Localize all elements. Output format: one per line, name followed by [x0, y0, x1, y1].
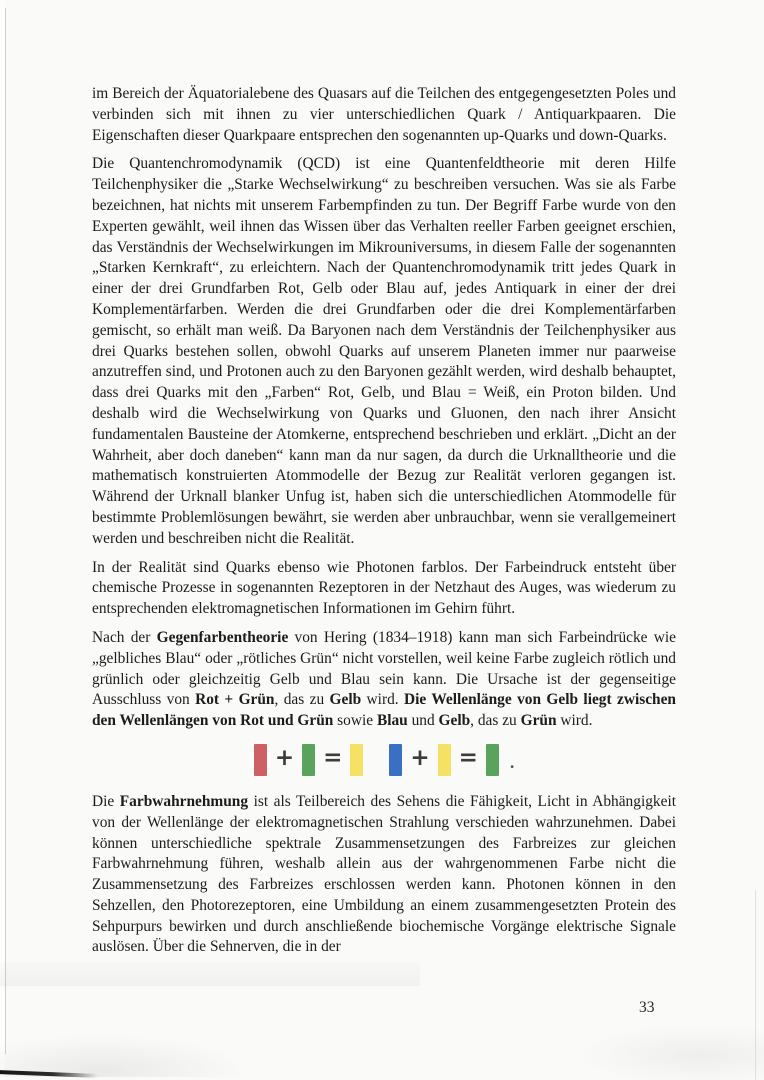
page-number: 33	[639, 999, 655, 1016]
paragraph	[92, 558, 676, 620]
paragraph	[92, 154, 676, 549]
blue-color-bar	[389, 744, 402, 776]
paragraph	[92, 792, 676, 958]
text-run: , das zu	[470, 712, 521, 730]
text-run: , das zu	[274, 691, 330, 709]
bold-text-run: Die Wellenlänge von Gelb liegt zwischen den Wellenlängen von Rot und Grün	[92, 691, 676, 730]
text-run: im Bereich der Äquatorialebene des Quasars auf die Teilchen des entgegengesetzten Poles und verbinden sich mit ihnen zu vier unterschiedlichen Quark / Antiquarkpaaren. Die Eigenschaften dieser Quarkpaare entsprechen den sogenannten up-Quarks und down-Quarks.	[92, 85, 676, 144]
color-mixing-equation	[92, 744, 676, 778]
text-run: und	[407, 712, 439, 730]
text-block	[92, 84, 676, 966]
text-run: In der Realität sind Quarks ebenso wie Photonen farblos. Der Farbeindruck entsteht über chemische Prozesse in sogenannten Rezeptoren in der Netzhaut des Auges, was wiederum zu entsprechenden elektromagnetischen Informationen im Gehirn führt.	[92, 558, 676, 618]
plus-operator: +	[410, 745, 430, 771]
bold-text-run: Blau	[376, 712, 408, 730]
text-run: Nach der	[92, 628, 157, 646]
page-left-edge-line	[5, 8, 6, 1054]
text-run: ist als Teilbereich des Sehens die Fähigkeit, Licht in Abhängigkeit von der Wellenlänge der elektromagnetischen Strahlung verschieden wahrzunehmen. Dabei können unterschiedliche spektrale Zusammensetzungen des Farbreizes zur gleichen Farbwahrnehmung führen, weshalb allein aus der wahrgenommenen Farbe nicht die Zusammensetzung des Farbreizes erschlossen werden kann. Photonen können in den Sehzellen, den Photorezeptoren, eine Umbildung an einem zusammengesetzten Protein des Sehpurpurs bewirken und durch anschließende biochemische Vorgänge elektrische Signale auslösen. Über die Sehnerven, die in der	[92, 792, 676, 956]
bold-text-run: Gegenfarbentheorie	[156, 628, 289, 646]
equals-operator: =	[323, 745, 343, 771]
text-run: Die	[92, 792, 120, 810]
paragraph	[92, 84, 676, 146]
bold-text-run: Farbwahrnehmung	[119, 792, 249, 810]
equals-operator: =	[458, 745, 478, 771]
sentence-period: .	[509, 752, 515, 772]
yellow-color-bar	[438, 744, 451, 776]
text-run: wird.	[361, 691, 404, 709]
bold-text-run: Rot + Grün	[195, 691, 275, 709]
red-color-bar	[254, 744, 267, 776]
bold-text-run: Gelb	[329, 691, 362, 709]
green-color-bar	[486, 744, 499, 776]
text-run: von Hering (1834–1918) kann man sich Farbeindrücke wie „gelbliches Blau“ oder „rötliches Grün“ nicht vorstellen, weil keine Farbe zugleich rötlich und grünlich oder gleichzeitig Gelb und Blau sein kann. Die Ursache ist der gegenseitige Ausschluss von	[92, 628, 676, 709]
bold-text-run: Gelb	[438, 712, 471, 730]
yellow-color-bar	[350, 744, 363, 776]
text-run: Die Quantenchromodynamik (QCD) ist eine Quantenfeldtheorie mit deren Hilfe Teilchenphysiker die „Starke Wechselwirkung“ zu beschreiben versuchen. Was sie als Farbe bezeichnen, hat nichts mit unserem Farbempfinden zu tun. Der Begriff Farbe wurde von den Experten gewählt, weil ihnen das Wissen über das Verhalten reeller Farben geeignet erschien, das Verständnis der Wechselwirkungen im Mikrouniversums, in diesem Falle der sogenannten „Starken Kernkraft“, zu erleichtern. Nach der Quantenchromodynamik tritt jedes Quark in einer der drei Grundfarben Rot, Gelb oder Blau auf, jedes Antiquark in einer der drei Komplementärfarben. Werden die drei Grundfarben oder die drei Komplementärfarben gemischt, so erhält man weiß. Da Baryonen nach dem Verständnis der Teilchenphysiker aus drei Quarks bestehen sollen, obwohl Quarks auf unserem Planeten immer nur paarweise anzutreffen sind, und Protonen auch zu den Baryonen gezählt werden, wird deshalb behauptet, dass drei Quarks mit den „Farben“ Rot, Gelb, und Blau = Weiß, ein Proton bilden. Und deshalb wird die Wechselwirkung von Quarks und Gluonen, den nach ihrer Ansicht fundamentalen Bausteine der Atomkerne, entsprechend beschrieben und erklärt. „Dicht an der Wahrheit, aber doch daneben“ kann man da nur sagen, da durch die Urknalltheorie und die mathematisch konstruierten Atommodelle der Bezug zur Realität verloren gegangen ist. Während der Urknall blanker Unfug ist, haben sich die unterschiedlichen Atommodelle für bestimmte Problemlösungen bewährt, sie werden aber unbrauchbar, wenn sie verallgemeinert werden und beschreiben nicht die Realität.	[92, 155, 676, 547]
text-run: sowie	[333, 712, 377, 730]
text-run: wird.	[556, 712, 593, 730]
scan-smudge-bottom-right	[580, 1025, 764, 1080]
bold-text-run: Grün	[520, 712, 557, 730]
paragraph	[92, 628, 676, 732]
green-color-bar	[302, 744, 315, 776]
plus-operator: +	[274, 745, 295, 771]
